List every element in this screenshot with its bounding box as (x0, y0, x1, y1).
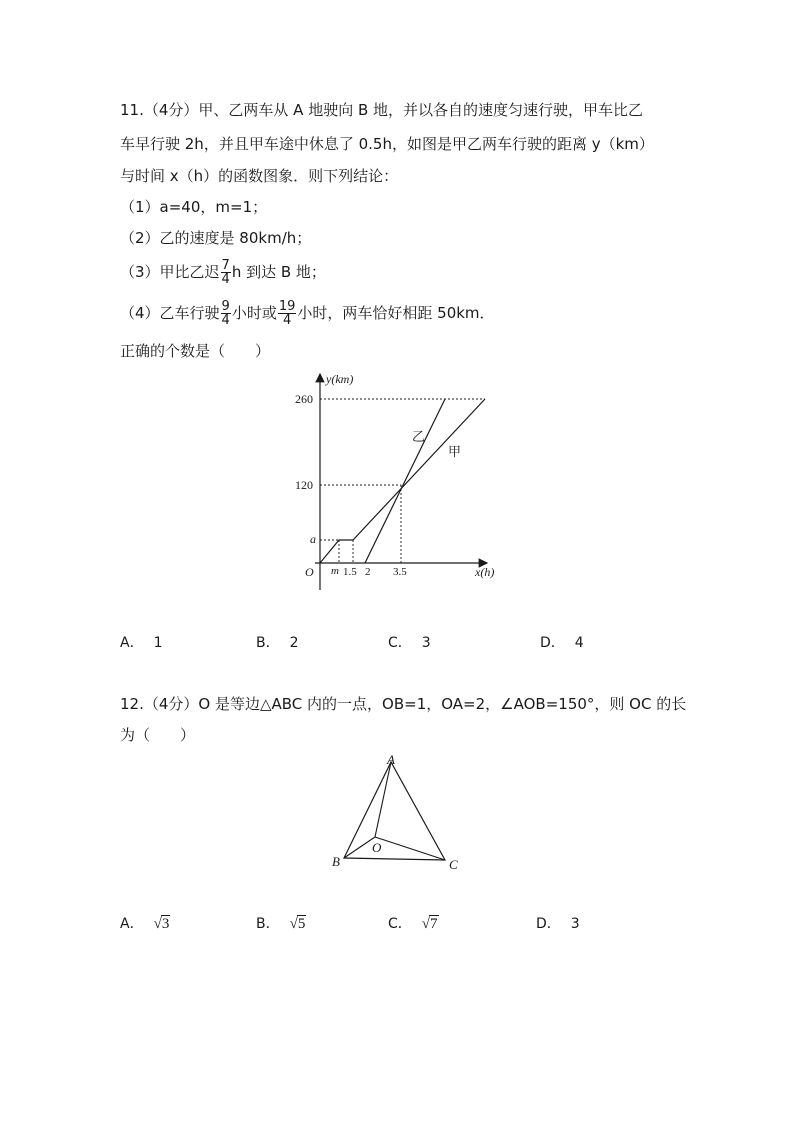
option-letter: C． (388, 635, 412, 651)
option-value: 1 (153, 635, 163, 651)
x-tick-2: 2 (365, 566, 371, 578)
q11-option-b[interactable] (256, 633, 299, 653)
x-tick-1.5: 1.5 (343, 566, 357, 578)
option-value: 2 (289, 635, 299, 651)
option-letter: A． (120, 916, 144, 932)
s4-mid: 小时或 (231, 304, 277, 322)
q12-line-1: 12.（4分）O 是等边△ABC 内的一点，OB=1，OA=2，∠AOB=150°，则 OC 的长 (120, 695, 687, 713)
fraction-den: 4 (221, 313, 230, 328)
option-letter: B． (256, 916, 280, 932)
triangle-abc (344, 762, 445, 860)
option-letter: A． (120, 635, 144, 651)
sqrt-icon: √ (421, 916, 431, 932)
option-letter: C． (388, 916, 412, 932)
q11-line-3: 与时间 x（h）的函数图象．则下列结论： (120, 167, 399, 185)
q11-graph (295, 368, 515, 600)
q12-option-d[interactable] (536, 914, 580, 934)
q11-option-a[interactable] (120, 633, 163, 653)
q11-statement-2: （2）乙的速度是 80km/h； (120, 229, 312, 247)
q12-line-2: 为（ ） (120, 726, 196, 744)
x-axis-label: x(h) (475, 565, 495, 579)
fraction-den: 4 (282, 313, 292, 328)
q11-statement-1: （1）a=40，m=1； (120, 198, 268, 216)
option-letter: D． (540, 635, 565, 651)
fraction-den: 4 (221, 272, 230, 287)
q11-ask: 正确的个数是（ ） (120, 342, 271, 360)
x-tick-3.5: 3.5 (393, 566, 407, 578)
q12-option-c[interactable] (388, 914, 439, 934)
q12-triangle-figure (325, 750, 475, 875)
fraction-9-4 (221, 300, 231, 327)
vertex-b-label: B (332, 854, 340, 869)
fraction-num: 7 (221, 258, 230, 273)
q11-statement-3 (120, 259, 326, 286)
sqrt-expression (154, 916, 171, 932)
q11-line-2: 车早行驶 2h，并且甲车途中休息了 0.5h，如图是甲乙两车行驶的距离 y（km） (120, 135, 654, 153)
origin-label: O (305, 565, 314, 579)
y-tick-a: a (310, 532, 316, 546)
option-value: 3 (161, 916, 170, 932)
q11-option-c[interactable] (388, 633, 431, 653)
y-tick-260: 260 (295, 392, 313, 406)
vertex-c-label: C (449, 857, 458, 872)
q11-line-1: 11.（4分）甲、乙两车从 A 地驶向 B 地，并以各自的速度匀速行驶，甲车比乙 (120, 101, 644, 119)
s4-post: 小时，两车恰好相距 50km． (297, 304, 495, 322)
series-jia-label: 甲 (448, 445, 462, 460)
series-yi-label: 乙 (412, 430, 426, 445)
option-value: 3 (570, 916, 580, 932)
q11-statement-4 (120, 300, 495, 327)
option-letter: B． (256, 635, 280, 651)
q12-option-b[interactable] (256, 914, 306, 934)
fraction-num: 9 (221, 299, 230, 314)
vertex-a-label: A (387, 752, 395, 767)
y-tick-120: 120 (295, 478, 313, 492)
segment-oa (375, 762, 391, 837)
point-o-label: O (372, 840, 382, 855)
option-value: 4 (574, 635, 584, 651)
fraction-7-4 (221, 259, 231, 286)
series-yi-line (365, 399, 445, 563)
option-letter: D． (536, 916, 561, 932)
s3-pre: （3）甲比乙迟 (120, 263, 220, 281)
y-axis-label: y(km) (326, 372, 354, 386)
option-value: 7 (430, 916, 438, 932)
x-tick-m: m (331, 565, 339, 577)
fraction-num: 19 (278, 299, 296, 314)
q11-option-d[interactable] (540, 633, 584, 653)
option-value: 5 (297, 916, 306, 932)
sqrt-icon: √ (153, 916, 162, 932)
sqrt-icon: √ (289, 916, 298, 932)
fraction-19-4 (278, 300, 297, 327)
s4-pre: （4）乙车行驶 (120, 304, 220, 322)
sqrt-expression (290, 916, 307, 932)
sqrt-expression (422, 916, 439, 932)
q12-option-a[interactable] (120, 914, 170, 934)
option-value: 3 (421, 635, 431, 651)
s3-post: h 到达 B 地； (231, 263, 326, 281)
series-jia-line (320, 399, 485, 563)
